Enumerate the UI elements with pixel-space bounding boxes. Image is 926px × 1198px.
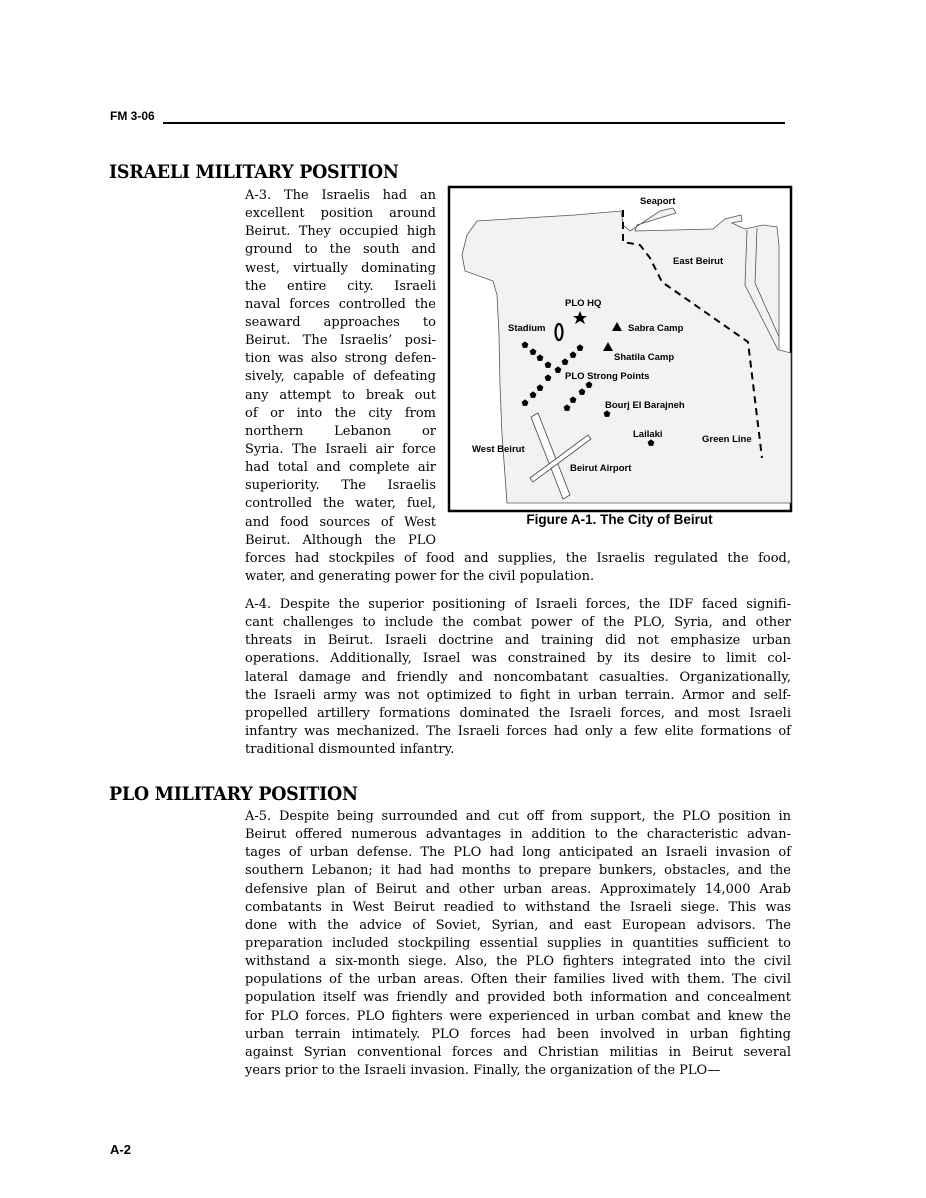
text-line: combatants in West Beirut readied to withstand the Israeli siege. This was: [245, 899, 791, 915]
label-stadium: Stadium: [508, 323, 546, 334]
document-id: FM 3-06: [110, 109, 155, 123]
text-line: done with the advice of Soviet, Syrian, and east European advisors. The: [245, 917, 791, 933]
paragraph-a4-lines: [245, 596, 791, 759]
text-line: seaward approaches to: [245, 314, 436, 330]
paragraph-a5: [245, 808, 791, 1080]
label-west-beirut: West Beirut: [472, 444, 525, 455]
text-line: A-4. Despite the superior positioning of Israeli forces, the IDF faced signifi-: [245, 597, 791, 612]
label-beirut-airport: Beirut Airport: [570, 463, 632, 474]
text-line: withstand a six-month siege. Also, the PLO fighters integrated into the civil: [245, 954, 791, 970]
text-line: of or into the city from: [245, 405, 436, 421]
text-line: A-3. The Israelis had an: [245, 188, 436, 203]
text-line: naval forces controlled the: [245, 296, 436, 312]
text-line: lateral damage and friendly and noncombatant casualties. Organizationally,: [245, 669, 791, 685]
text-line: years prior to the Israeli invasion. Finally, the organization of the PLO—: [245, 1062, 721, 1078]
text-line: defensive plan of Beirut and other urban areas. Approximately 14,000 Arab: [245, 881, 791, 897]
text-line: cant challenges to include the combat power of the PLO, Syria, and other: [245, 615, 791, 631]
text-line: and food sources of West: [245, 514, 436, 530]
text-line: Beirut. The Israelis’ posi-: [245, 333, 436, 349]
paragraph-a3-narrow: [245, 187, 436, 550]
text-line: against Syrian conventional forces and Christian militias in Beirut several: [245, 1044, 791, 1060]
header-rule: [163, 122, 785, 124]
label-bourj-el-barajneh: Bourj El Barajneh: [605, 400, 685, 411]
label-lailaki: Lailaki: [633, 429, 663, 440]
text-line: propelled artillery formations dominated the Israeli forces, and most Israeli: [245, 705, 791, 721]
text-line: sively, capable of defeating: [245, 369, 436, 385]
text-line: A-5. Despite being surrounded and cut off from support, the PLO position in: [245, 809, 791, 824]
text-line: infantry was mechanized. The Israeli forces had only a few elite formations of: [245, 723, 791, 739]
page-number: A-2: [110, 1142, 131, 1157]
text-line: forces had stockpiles of food and supplies, the Israelis regulated the food,: [245, 550, 791, 566]
text-line: urban terrain intimately. PLO forces had been involved in urban fighting: [245, 1026, 791, 1042]
text-line: southern Lebanon; it had had months to prepare bunkers, obstacles, and the: [245, 863, 791, 879]
paragraph-a4: [245, 596, 791, 759]
heading-plo-military-position: PLO MILITARY POSITION: [109, 783, 358, 805]
text-line: threats in Beirut. Israeli doctrine and training did not emphasize urban: [245, 633, 791, 649]
heading-israeli-military-position: ISRAELI MILITARY POSITION: [109, 161, 399, 183]
beirut-map: [445, 185, 795, 530]
text-line: controlled the water, fuel,: [245, 496, 436, 512]
beirut-map-figure: [445, 185, 795, 530]
text-line: operations. Additionally, Israel was constrained by its desire to limit col-: [245, 651, 791, 667]
text-line: superiority. The Israelis: [245, 478, 436, 494]
text-line: for PLO forces. PLO fighters were experienced in urban combat and knew the: [245, 1008, 791, 1024]
text-line: excellent position around: [245, 206, 436, 222]
label-plo-strong-points: PLO Strong Points: [565, 371, 650, 382]
text-line: population itself was friendly and provided both information and concealment: [245, 990, 791, 1006]
label-sabra-camp: Sabra Camp: [628, 323, 684, 334]
text-line: the Israeli army was not optimized to fight in urban terrain. Armor and self-: [245, 687, 791, 703]
label-green-line: Green Line: [702, 434, 752, 445]
label-plo-hq: PLO HQ: [565, 298, 602, 309]
paragraph-a5-lines: [245, 808, 791, 1080]
label-east-beirut: East Beirut: [673, 256, 724, 267]
text-line: any attempt to break out: [245, 387, 436, 403]
text-line: the entire city. Israeli: [245, 278, 436, 294]
text-line: preparation included stockpiling essential supplies in quantities sufficient to: [245, 935, 791, 951]
text-line: Beirut offered numerous advantages in addition to the characteristic advan-: [245, 827, 791, 843]
text-line: water, and generating power for the civil population.: [245, 568, 595, 584]
text-line: Syria. The Israeli air force: [245, 441, 436, 457]
text-line: ground to the south and: [245, 242, 436, 258]
text-line: west, virtually dominating: [245, 260, 436, 276]
text-line: northern Lebanon or: [245, 423, 436, 439]
label-shatila-camp: Shatila Camp: [614, 352, 675, 363]
text-line: tion was also strong defen-: [245, 351, 436, 367]
label-seaport: Seaport: [640, 196, 676, 207]
text-line: Beirut. Although the PLO: [245, 532, 436, 548]
text-line: populations of the urban areas. Often their families lived with them. The civil: [245, 972, 791, 988]
text-line: Beirut. They occupied high: [245, 224, 436, 240]
text-line: had total and complete air: [245, 460, 436, 476]
text-line: traditional dismounted infantry.: [245, 742, 455, 758]
text-line: tages of urban defense. The PLO had long anticipated an Israeli invasion of: [245, 845, 791, 861]
figure-caption: Figure A-1. The City of Beirut: [526, 512, 713, 527]
paragraph-a3-full: [245, 550, 791, 586]
